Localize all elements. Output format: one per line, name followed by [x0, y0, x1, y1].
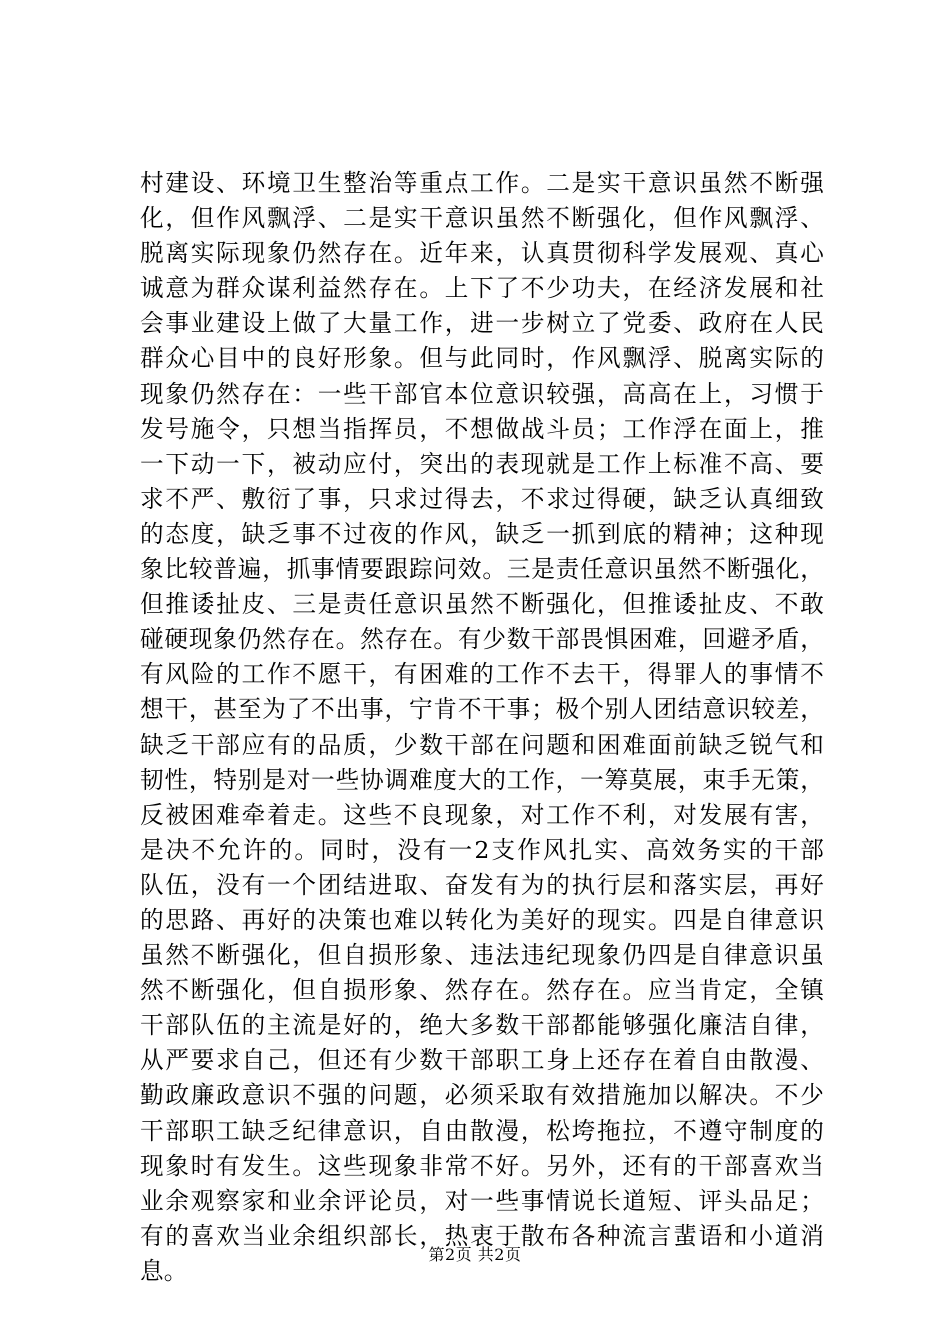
text-line: 诚意为群众谋利益然存在。上下了不少功夫，在经济发展和社 — [140, 274, 824, 303]
text-line: 会事业建设上做了大量工作，进一步树立了党委、政府在人民 — [140, 309, 824, 338]
text-line: 求不严、敷衍了事，只求过得去，不求过得硬，缺乏认真细致 — [140, 484, 824, 513]
text-line: 想干，甚至为了不出事，宁肯不干事；极个别人团结意识较差， — [140, 695, 824, 724]
text-line: 虽然不断强化，但自损形象、违法违纪现象仍四是自律意识虽 — [140, 941, 824, 970]
text-line: 脱离实际现象仍然存在。近年来，认真贯彻科学发展观、真心 — [140, 239, 824, 268]
text-line: 碰硬现象仍然存在。然存在。有少数干部畏惧困难，回避矛盾， — [140, 625, 824, 654]
text-line: 干部职工缺乏纪律意识，自由散漫，松垮拖拉，不遵守制度的 — [140, 1116, 824, 1145]
text-line: 一下动一下，被动应付，突出的表现就是工作上标准不高、要 — [140, 449, 824, 478]
text-line: 有风险的工作不愿干，有困难的工作不去干，得罪人的事情不 — [140, 660, 824, 689]
text-line: 是决不允许的。同时，没有一2支作风扎实、高效务实的干部 — [140, 835, 824, 864]
text-line: 的态度，缺乏事不过夜的作风，缺乏一抓到底的精神；这种现 — [140, 519, 824, 548]
text-line: 有的喜欢当业余组织部长，热衷于散布各种流言蜚语和小道消 — [140, 1221, 824, 1250]
text-line: 从严要求自己，但还有少数干部职工身上还存在着自由散漫、 — [140, 1046, 824, 1075]
body-paragraph — [140, 166, 824, 1289]
text-line: 现象仍然存在：一些干部官本位意识较强，高高在上，习惯于 — [140, 379, 824, 408]
page-number-footer: 第2页 共2页 — [428, 1245, 522, 1264]
text-line: 队伍，没有一个团结进取、奋发有为的执行层和落实层，再好 — [140, 870, 824, 899]
text-line: 韧性，特别是对一些协调难度大的工作，一筹莫展，束手无策， — [140, 765, 824, 794]
text-line: 的思路、再好的决策也难以转化为美好的现实。四是自律意识 — [140, 905, 824, 934]
text-line: 象比较普遍，抓事情要跟踪问效。三是责任意识虽然不断强化， — [140, 555, 824, 584]
text-line: 勤政廉政意识不强的问题，必须采取有效措施加以解决。不少 — [140, 1081, 824, 1110]
text-line: 但推诿扯皮、三是责任意识虽然不断强化，但推诿扯皮、不敢 — [140, 590, 824, 619]
text-line: 缺乏干部应有的品质，少数干部在问题和困难面前缺乏锐气和 — [140, 730, 824, 759]
text-line: 业余观察家和业余评论员，对一些事情说长道短、评头品足； — [140, 1186, 824, 1215]
text-line: 息。 — [140, 1256, 188, 1285]
text-line: 化，但作风飘浮、二是实干意识虽然不断强化，但作风飘浮、 — [140, 204, 824, 233]
text-line: 发号施令，只想当指挥员，不想做战斗员；工作浮在面上，推 — [140, 414, 824, 443]
text-line: 反被困难牵着走。这些不良现象，对工作不利，对发展有害， — [140, 800, 824, 829]
text-line: 干部队伍的主流是好的，绝大多数干部都能够强化廉洁自律， — [140, 1011, 824, 1040]
text-line: 群众心目中的良好形象。但与此同时，作风飘浮、脱离实际的 — [140, 344, 824, 373]
text-line: 现象时有发生。这些现象非常不好。另外，还有的干部喜欢当 — [140, 1151, 824, 1180]
text-line: 村建设、环境卫生整治等重点工作。二是实干意识虽然不断强 — [140, 169, 824, 197]
text-line: 然不断强化，但自损形象、然存在。然存在。应当肯定，全镇 — [140, 976, 824, 1005]
